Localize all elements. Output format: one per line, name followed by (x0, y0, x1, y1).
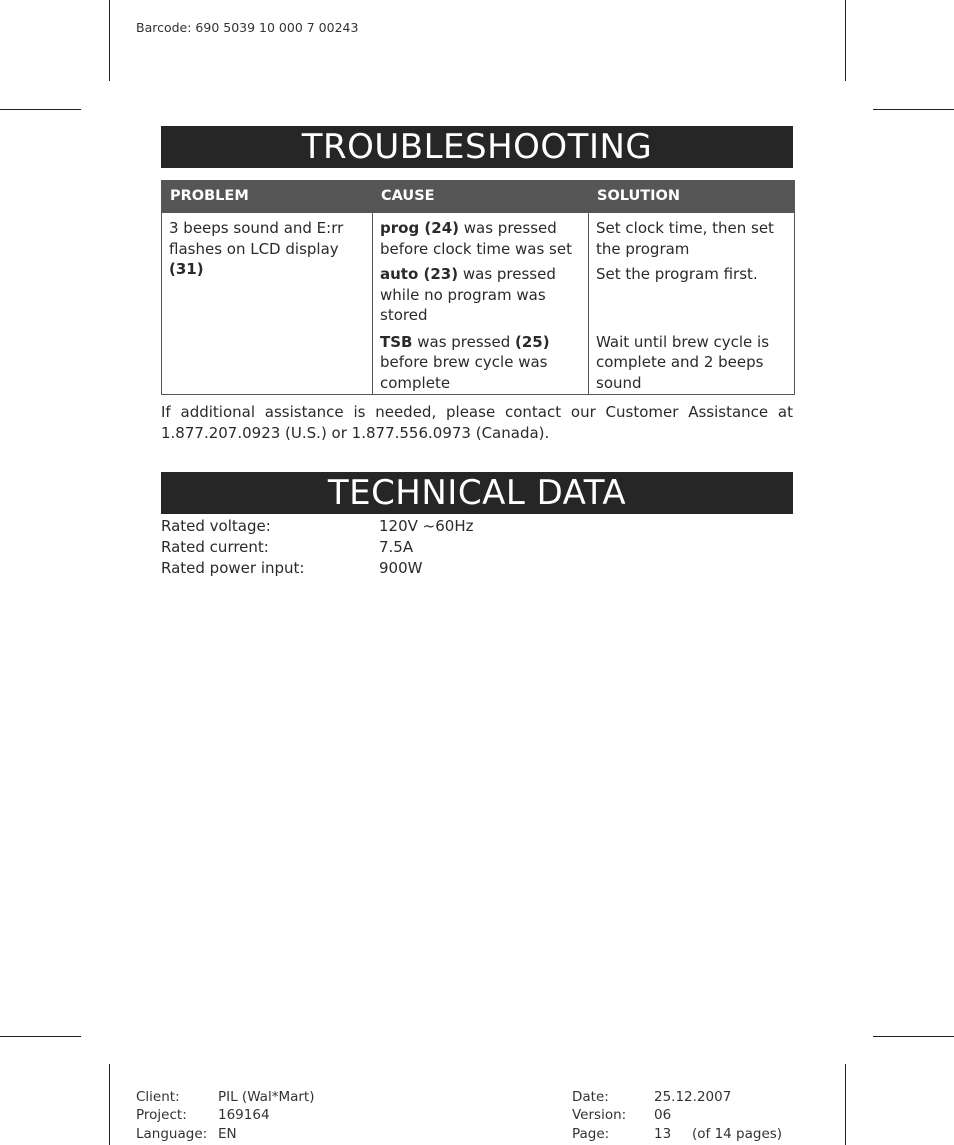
tech-label: Rated power input: (161, 559, 305, 577)
crop-mark (845, 1064, 846, 1145)
cause-key: TSB (380, 332, 413, 351)
footer-value: 06 (654, 1107, 672, 1123)
solution-cell: Wait until brew cycle is complete and 2 beeps sound (589, 326, 795, 395)
footer-value: 25.12.2007 (654, 1089, 732, 1105)
problem-text: 3 beeps sound and E:rr flashes on LCD display (169, 219, 344, 258)
assistance-note: If additional assistance is needed, please contact our Customer Assistance at 1.877.207.0923 (U.S.) or 1.877.556.0973 (Canada). (161, 403, 793, 442)
troubleshooting-heading: TROUBLESHOOTING (161, 126, 793, 168)
tech-value: 7.5A (379, 538, 414, 556)
footer-value: PIL (Wal*Mart) (218, 1089, 315, 1105)
crop-mark (873, 109, 954, 110)
cause-text: was pressed while no program was stored (380, 265, 556, 324)
crop-mark (109, 0, 110, 81)
table-header-row (162, 181, 795, 213)
cause-text: was pressed (412, 332, 516, 351)
solution-cell: Set the program first. (589, 259, 795, 326)
troubleshooting-table (161, 180, 795, 395)
footer-label: Date: (572, 1089, 609, 1105)
footer-page-total: (of 14 pages) (692, 1126, 783, 1142)
footer-label: Client: (136, 1089, 180, 1105)
solution-cell: Set clock time, then set the program (589, 213, 795, 260)
cause-key: prog (24) (380, 219, 459, 237)
cause-cell (373, 213, 589, 260)
footer-value: 169164 (218, 1107, 270, 1123)
column-header-problem: PROBLEM (162, 181, 373, 213)
footer-label: Language: (136, 1126, 208, 1142)
crop-mark (845, 0, 846, 81)
cause-cell (373, 259, 589, 326)
footer-label: Version: (572, 1107, 627, 1123)
column-header-cause: CAUSE (373, 181, 589, 213)
footer-label: Project: (136, 1107, 187, 1123)
footer-label: Page: (572, 1126, 610, 1142)
footer-value: EN (218, 1126, 237, 1142)
problem-cell (162, 213, 373, 395)
crop-mark (873, 1036, 954, 1037)
tech-value: 900W (379, 559, 423, 577)
technical-data-heading: TECHNICAL DATA (161, 472, 793, 514)
tech-label: Rated current: (161, 538, 269, 556)
problem-ref: (31) (169, 260, 204, 278)
column-header-solution: SOLUTION (589, 181, 795, 213)
cause-cell (373, 326, 589, 395)
cause-key: auto (23) (380, 265, 459, 283)
cause-ref: (25) (515, 332, 550, 351)
cause-text: was pressed before clock time was set (380, 219, 572, 258)
barcode-text: Barcode: 690 5039 10 000 7 00243 (136, 20, 359, 35)
tech-value: 120V ~60Hz (379, 517, 474, 535)
tech-label: Rated voltage: (161, 517, 271, 535)
crop-mark (0, 1036, 81, 1037)
crop-mark (0, 109, 81, 110)
table-row (162, 213, 795, 260)
cause-text: before brew cycle was complete (380, 353, 548, 392)
footer-value: 13 (654, 1126, 672, 1142)
crop-mark (109, 1064, 110, 1145)
